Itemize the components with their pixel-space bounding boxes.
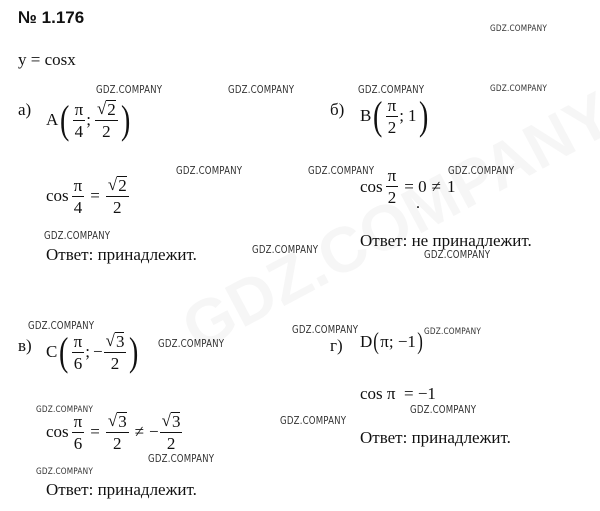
part-v-point: C ( $\frac{\pi}{6}$ ; − √ 3 2 ) <box>46 329 139 374</box>
part-g-answer: Ответ: принадлежит. <box>360 428 511 447</box>
part-a-answer: Ответ: принадлежит. <box>46 245 197 264</box>
part-g-point: D ( π; −1 ) <box>360 329 423 355</box>
watermark: GDZ.COMPANY <box>96 84 163 96</box>
part-g-label: г) <box>330 336 343 355</box>
left-paren: ( <box>60 97 70 142</box>
right-paren: ) <box>120 97 131 142</box>
point-name: A <box>46 110 59 129</box>
watermark: GDZ.COMPANY <box>176 165 243 177</box>
watermark: GDZ.COMPANY <box>280 415 347 427</box>
watermark: GDZ.COMPANY <box>158 338 225 350</box>
watermark: GDZ.COMPANY <box>252 244 319 256</box>
part-b-label: б) <box>330 100 345 119</box>
watermark: GDZ.COMPANY <box>410 404 477 416</box>
part-v-label: в) <box>18 336 32 355</box>
watermark: GDZ.COMPANY <box>424 327 482 337</box>
part-b-point: B ( $\frac{\pi}{2}$ ; 1 ) <box>360 93 428 138</box>
watermark: GDZ.COMPANY <box>490 24 548 34</box>
y-fraction: √ 2 2 <box>96 99 116 141</box>
watermark: GDZ.COMPANY <box>490 84 548 94</box>
watermark: GDZ.COMPANY <box>228 84 295 96</box>
part-a-label: а) <box>18 100 32 119</box>
part-b-answer: Ответ: не принадлежит. <box>360 231 532 250</box>
part-b-dot: . <box>416 195 420 212</box>
watermark: GDZ.COMPANY <box>424 249 491 261</box>
part-v-answer: Ответ: принадлежит. <box>46 480 197 499</box>
watermark: GDZ.COMPANY <box>358 84 425 96</box>
watermark: GDZ.COMPANY <box>36 467 94 477</box>
watermark: GDZ.COMPANY <box>448 165 515 177</box>
watermark: GDZ.COMPANY <box>28 320 95 332</box>
part-v-check: cos $\frac{\pi}{6}$ = √ 3 2 ≠ − √ 3 2 <box>46 411 181 453</box>
watermark: GDZ.COMPANY <box>36 405 94 415</box>
watermark: GDZ.COMPANY <box>44 230 111 242</box>
watermark: GDZ.COMPANY <box>148 453 215 465</box>
part-a-point: A ( $\frac{\pi}{4}$ ; √ 2 2 ) <box>46 97 131 142</box>
part-b-check: cos $\frac{\pi}{2}$ = 0 ≠ 1 <box>360 166 456 207</box>
watermark: GDZ.COMPANY <box>292 324 359 336</box>
problem-number: № 1.176 <box>18 8 85 27</box>
part-a-check: cos $\frac{\pi}{4}$ = √ 2 2 <box>46 175 127 217</box>
function-definition: y = cosx <box>18 50 76 69</box>
watermark: GDZ.COMPANY <box>308 165 375 177</box>
part-g-check: cos π = −1 <box>360 384 436 403</box>
x-fraction: $\frac{\pi}{4}$ <box>74 99 84 141</box>
